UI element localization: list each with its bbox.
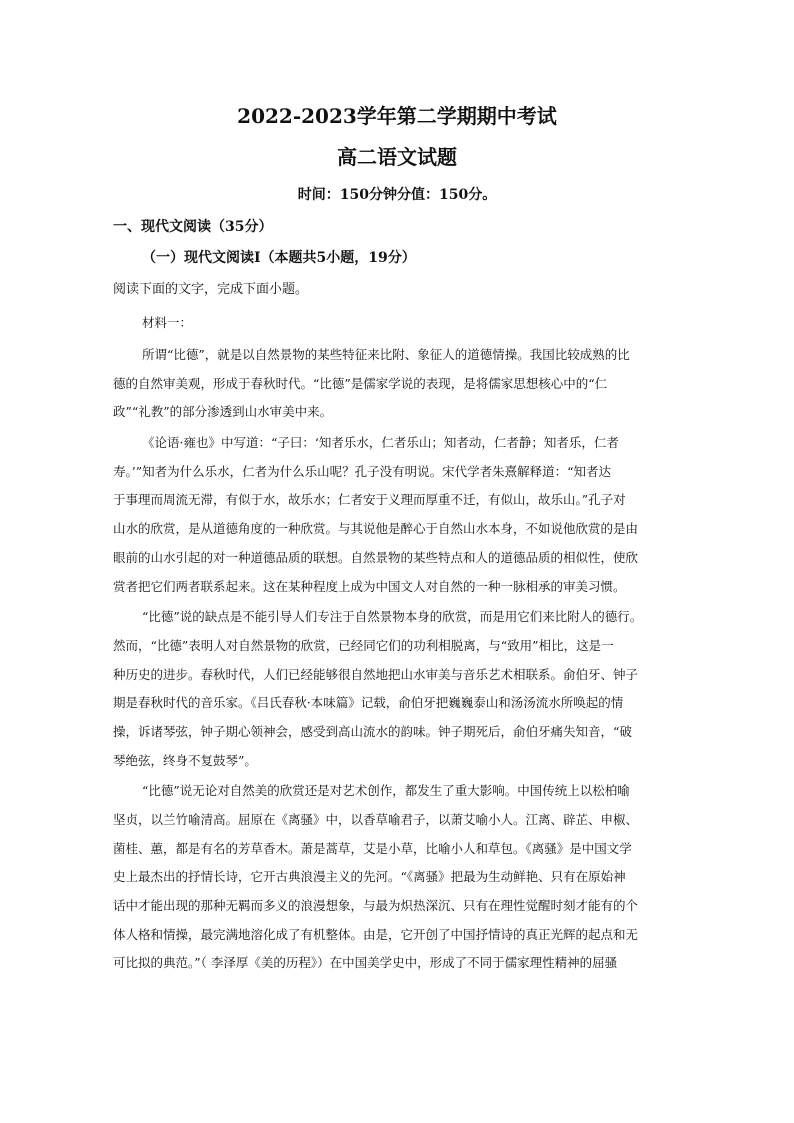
text-line: 政”“礼教”的部分渗透到山水审美中来。 xyxy=(113,404,333,420)
text-line: 体人格和情操，最完满地溶化成了有机整体。由是，它开创了中国抒情诗的真正光辉的起点和无 xyxy=(113,926,639,942)
exam-time-score: 时间：150分钟分值：150分。 xyxy=(297,187,497,203)
text-line: 赏者把它们两者联系起来。这在某种程度上成为中国文人对自然的一种一脉相承的审美习惯。 xyxy=(113,578,626,594)
text-line: 操，诉诸琴弦，钟子期心领神会，感受到高山流水的韵味。钟子期死后，俞伯牙痛失知音，“破 xyxy=(113,723,632,739)
text-line: 菌桂、蕙，都是有名的芳草香木。萧是蒿草，艾是小草，比喻小人和草包。《离骚》是中国文学 xyxy=(113,840,632,856)
text-line: 可比拟的典范。”（ 李泽厚《美的历程》）在中国美学史中，形成了不同于儒家理性精神的屈骚 xyxy=(113,955,618,971)
text-line: 德的自然审美观，形成于春秋时代。“比德”是儒家学说的表现，是将儒家思想核心中的“仁 xyxy=(113,375,608,391)
paragraph-1 xyxy=(113,341,705,427)
text-line: “比德”说无论对自然美的欣赏还是对艺术创作，都发生了重大影响。中国传统上以松柏喻 xyxy=(142,783,630,799)
passage-body xyxy=(113,341,705,980)
subsection-heading: （一）现代文阅读Ⅰ（本题共5小题，19分） xyxy=(142,250,416,266)
text-line: 坚贞，以兰竹喻清高。屈原在《离骚》中，以香草喻君子，以萧艾喻小人。江离、辟芷、申椒、 xyxy=(113,812,639,827)
text-line: 话中才能出现的那种无羁而多义的浪漫想象，与最为炽热深沉、只有在理性觉醒时刻才能有的个 xyxy=(113,898,639,914)
reading-instruction: 阅读下面的文字，完成下面小题。 xyxy=(113,282,309,297)
material-label: 材料一： xyxy=(142,315,193,330)
text-line: 琴绝弦，终身不复鼓琴”。 xyxy=(113,752,257,768)
paragraph-2 xyxy=(113,429,705,601)
paragraph-4 xyxy=(113,777,705,978)
text-line: 史上最杰出的抒情长诗，它开古典浪漫主义的先河。“《离骚》把最为生动鲜艳、只有在原始神 xyxy=(113,869,626,885)
text-line: 然而，“比德”表明人对自然景物的欣赏，已经同它们的功利相脱离，与“致用”相比，这是一 xyxy=(113,637,614,653)
text-line: 种历史的进步。春秋时代，人们已经能够很自然地把山水审美与音乐艺术相联系。俞伯牙、钟子 xyxy=(113,666,639,682)
text-line: 山水的欣赏，是从道德角度的一种欣赏。与其说他是醉心于自然山水本身，不如说他欣赏的是由 xyxy=(113,521,639,537)
exam-subtitle: 高二语文试题 xyxy=(337,145,457,169)
text-line: 眼前的山水引起的对一种道德品质的联想。自然景物的某些特点和人的道德品质的相似性，使欣 xyxy=(113,549,639,565)
exam-title: 2022-2023学年第二学期期中考试 xyxy=(237,104,557,128)
paragraph-3 xyxy=(113,603,705,775)
text-line: 《论语·雍也》中写道：“子曰：‘知者乐水，仁者乐山；知者动，仁者静；知者乐，仁者 xyxy=(142,435,619,451)
text-line: 期是春秋时代的音乐家。《吕氏春秋·本味篇》记载，俞伯牙把巍巍泰山和汤汤流水所唤起的情 xyxy=(113,695,624,711)
text-line: 于事理而周流无滞，有似于水，故乐水；仁者安于义理而厚重不迁，有似山，故乐山。”孔子对 xyxy=(113,492,626,508)
text-line: 所谓“比德”，就是以自然景物的某些特征来比附、象征人的道德情操。我国比较成熟的比 xyxy=(142,347,630,362)
section-heading: 一、现代文阅读（35分） xyxy=(113,219,273,235)
text-line: 寿。’”知者为什么乐水，仁者为什么乐山呢？孔子没有明说。宋代学者朱熹解释道：“知者达 xyxy=(113,463,612,479)
text-line: “比德”说的缺点是不能引导人们专注于自然景物本身的欣赏，而是用它们来比附人的德行。 xyxy=(142,609,643,625)
